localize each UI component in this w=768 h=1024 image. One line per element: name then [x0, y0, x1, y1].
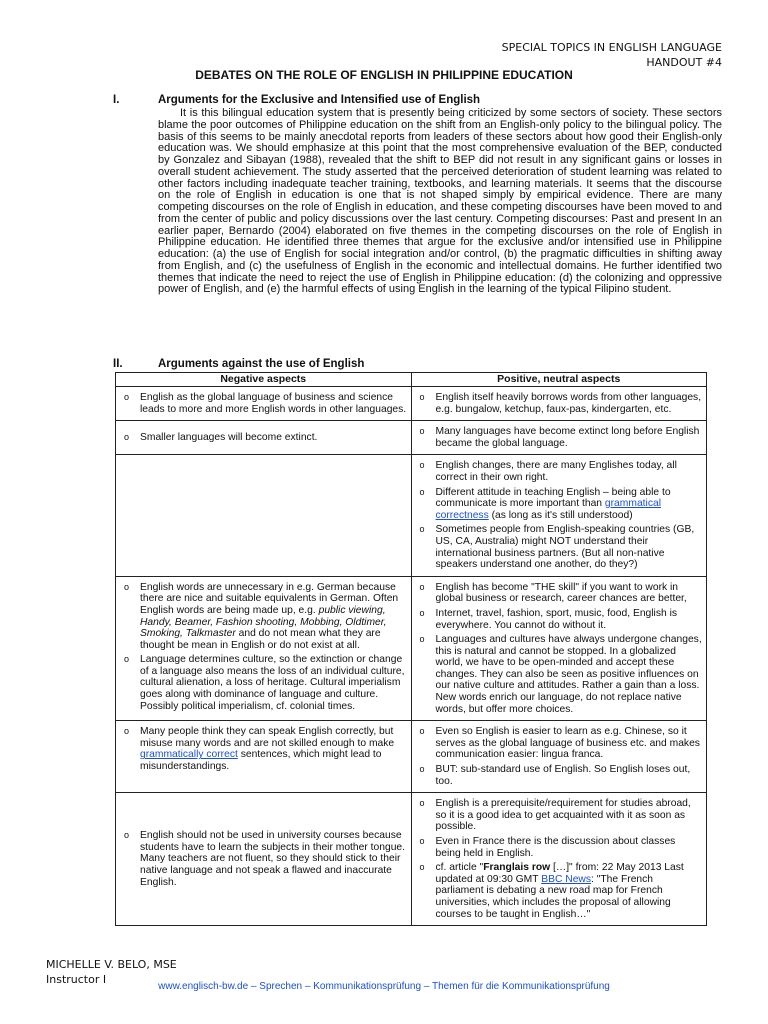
bullet-icon: o	[124, 830, 130, 841]
list-item: o English words are unnecessary in e.g. German because there are nice and suitable equivalents in German. Often English words are being made up, e.g. public viewing, Handy, Beamer, Fashion shooting, Mobbing, Oldtimer, Smoking, Talkmaster and do not mean what they are thought be mean in English or do not exist at all.	[124, 581, 399, 651]
article-title: Franglais row	[483, 862, 551, 874]
positive-cell	[411, 421, 707, 455]
bullet-icon: o	[124, 392, 130, 402]
negative-aspects-header: Negative aspects	[116, 373, 412, 387]
section-2-number: II.	[113, 358, 123, 370]
bullet-icon: o	[124, 431, 130, 442]
bbc-news-link[interactable]: BBC News	[541, 873, 591, 885]
negative-cell	[116, 387, 412, 421]
section-1-number: I.	[113, 94, 120, 106]
list-item: o Different attitude in teaching English – being able to communicate is more important than grammatical correctness (as long as it's still understood)	[419, 486, 671, 521]
bullet-icon: o	[419, 392, 425, 402]
negative-cell	[116, 421, 412, 455]
table-row	[116, 721, 707, 793]
table-row	[116, 455, 707, 576]
table-row	[116, 793, 707, 926]
positive-cell	[411, 576, 707, 721]
bullet-icon: o	[419, 634, 425, 645]
bullet-icon: o	[419, 726, 425, 737]
bullet-icon: o	[419, 581, 425, 592]
list-item: o BUT: sub-standard use of English. So English loses out, too.	[419, 764, 691, 787]
negative-cell	[116, 576, 412, 721]
bullet-icon: o	[419, 862, 425, 873]
grammatical-correctness-link[interactable]: grammatical correctness	[435, 498, 661, 521]
section-1-heading: Arguments for the Exclusive and Intensified use of English	[158, 94, 481, 106]
bullet-icon: o	[419, 460, 425, 471]
bullet-icon: o	[419, 524, 425, 535]
table-row	[116, 421, 707, 455]
list-item: o Internet, travel, fashion, sport, music, food, English is everywhere. You cannot do without it.	[419, 607, 678, 631]
source-url-link[interactable]: www.englisch-bw.de – Sprechen – Kommunikationsprüfung – Themen für die Kommunikationsprüfung	[158, 981, 610, 992]
list-item: o Many people think they can speak English correctly, but misuse many words and are not skilled enough to make grammatically correct sentences, which might lead to misunderstandings.	[124, 726, 395, 773]
list-item: o Smaller languages will become extinct.	[124, 431, 318, 443]
handout-number: HANDOUT #4	[646, 56, 722, 69]
negative-cell	[116, 793, 412, 926]
list-item: o Language determines culture, so the extinction or change of a language also means the loss of an individual culture, cultural alienation, a loss of heritage. Cultural imperialism goes along with dominance of language and culture. Possibly political imperialism, cf. colonial times.	[124, 654, 405, 712]
bullet-icon: o	[124, 726, 130, 737]
list-item: o Many languages have become extinct long before English became the global language.	[419, 426, 700, 449]
list-item: o English as the global language of business and science leads to more and more English words in other languages.	[124, 392, 407, 415]
list-item: o cf. article "Franglais row […]" from: 22 May 2013 Last updated at 09:30 GMT BBC News: "The French parliament is debating a new road map for French universities, which includes the proposal of allowing courses to be taught in English…"	[419, 862, 684, 920]
bullet-icon: o	[419, 486, 425, 497]
list-item: o English has become "THE skill" if you want to work in global business or research, career chances are better,	[419, 581, 687, 605]
table-row	[116, 387, 707, 421]
section-2-heading: Arguments against the use of English	[158, 358, 365, 370]
positive-cell	[411, 455, 707, 576]
section-1-body: It is this bilingual education system that is presently being criticized by some sectors of society. These sectors blame the poor outcomes of Philippine education on the shift from an English-only policy to the bilingual policy. The basis of this seems to be mainly anecdotal reports from leaders of these sectors about how good their English-only education was. We should emphasize at this point that the most comprehensive evaluation of the BEP, conducted by Gonzalez and Sibayan (1988), revealed that the shift to BEP did not result in any significant gains or losses in overall student achievement. The study asserted that the perceived deterioration of student learning was related to other factors including inadequate teacher training, textbooks, and learning materials. It seems that the discourse on the role of English in education is one that is not shaped simply by empirical evidence. There are many competing discourses on the role of English in education, and these competing discourses have been moved to and from the center of public and policy discussions over the last century. Competing discourses: Past and present In an earlier paper, Bernardo (2004) elaborated on five themes in the competing discourses on the role of English in Philippine education. He identified three themes that argue for the exclusive and/or intensified use in Philippine education: (a) the use of English for social integration and/or control, (b) the pragmatic difficulties in shifting away from English, and (c) the usefulness of English in the economic and intellectual domains. He further identified two themes that indicate the need to reject the use of English in Philippine education: (d) the colonizing and oppressive power of English, and (e) the harmful effects of using English in the learning of the typical Filipino student.	[158, 107, 722, 296]
list-item: o Languages and cultures have always undergone changes, this is natural and cannot be stopped. In a globalized world, we have to be open-minded and accept these changes. They can also be seen as positive influences on our native culture and attitudes. Rather a gain than a loss. New words enrich our language, do not replace native words, but offer more choices.	[419, 634, 702, 715]
positive-cell	[411, 721, 707, 793]
positive-cell	[411, 387, 707, 421]
list-item: o Even in France there is the discussion about classes being held in English.	[419, 836, 676, 859]
bullet-icon: o	[419, 798, 425, 809]
bullet-icon: o	[419, 607, 425, 618]
document-header	[502, 40, 722, 70]
table-row	[116, 576, 707, 721]
aspects-table	[115, 372, 707, 926]
list-item: o Sometimes people from English-speaking countries (GB, US, CA, Australia) might NOT understand their international business partners. (But all non-native speakers understand one another, do they?)	[419, 524, 695, 571]
bullet-icon: o	[419, 426, 425, 437]
list-item: o English changes, there are many Englishes today, all correct in their own right.	[419, 460, 677, 483]
negative-cell-empty	[116, 455, 412, 576]
negative-cell	[116, 721, 412, 793]
list-item: o English is a prerequisite/requirement for studies abroad, so it is a good idea to get acquainted with it as soon as possible.	[419, 798, 691, 833]
list-item: o English should not be used in university courses because students have to learn the subjects in their mother tongue. Many teachers are not fluent, so they should stick to their native language and not speak a flawed and inaccurate English.	[124, 830, 406, 888]
page-title: DEBATES ON THE ROLE OF ENGLISH IN PHILIPPINE EDUCATION	[195, 68, 573, 82]
list-item: o Even so English is easier to learn as e.g. Chinese, so it serves as the global language of business etc. and makes communication easier: lingua franca.	[419, 726, 700, 761]
list-item: o English itself heavily borrows words from other languages, e.g. bungalow, ketchup, faux-pas, kindergarten, etc.	[419, 392, 702, 415]
table-header-row	[116, 373, 707, 387]
made-up-english-terms: public viewing, Handy, Beamer, Fashion shooting, Mobbing, Oldtimer, Smoking, Talkmaster	[140, 604, 387, 640]
positive-aspects-header: Positive, neutral aspects	[411, 373, 707, 387]
author-role: Instructor I	[46, 973, 107, 986]
positive-cell	[411, 793, 707, 926]
bullet-icon: o	[124, 581, 130, 592]
grammatically-correct-link[interactable]: grammatically correct	[140, 749, 238, 761]
bullet-icon: o	[124, 654, 130, 665]
bullet-icon: o	[419, 764, 425, 775]
course-title: SPECIAL TOPICS IN ENGLISH LANGUAGE	[501, 41, 722, 54]
author-name: MICHELLE V. BELO, MSE	[46, 958, 177, 971]
bullet-icon: o	[419, 836, 425, 846]
